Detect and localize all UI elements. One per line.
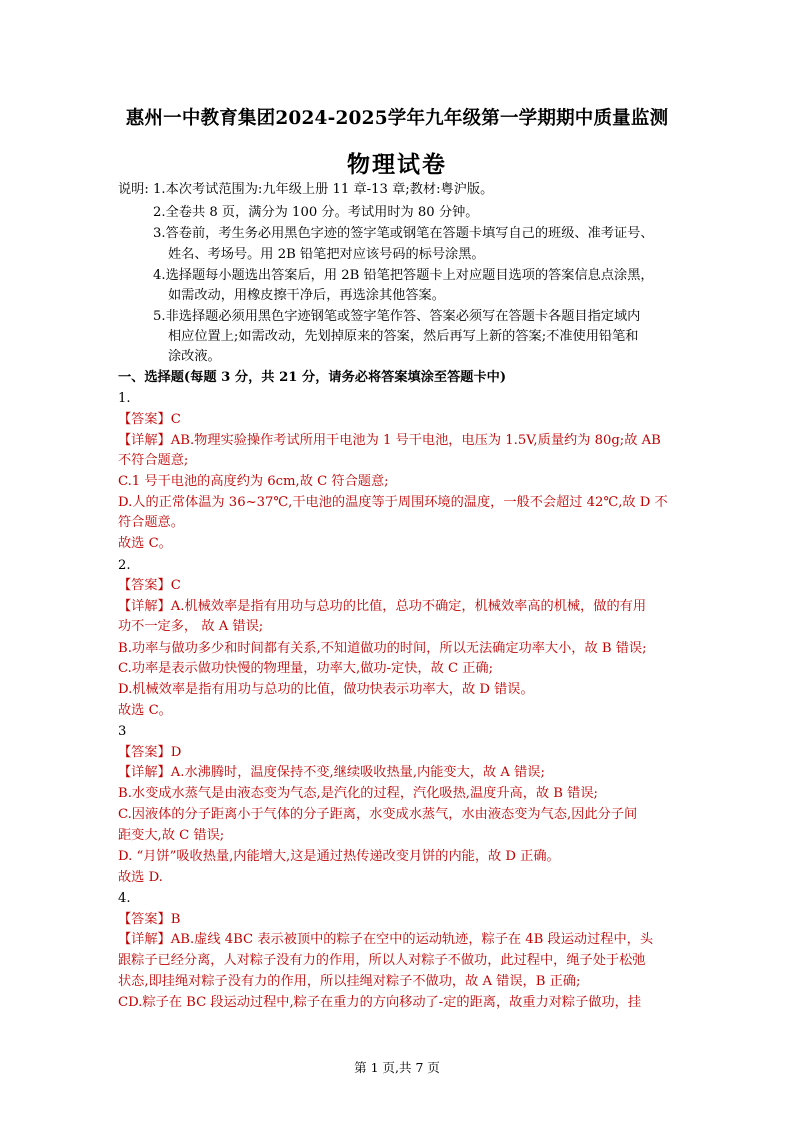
explanation-line: 【详解】AB.物理实验操作考试所用干电池为 1 号干电池，电压为 1.5V,质量约为 80g;故 AB [118, 433, 661, 448]
instruction-line: 相应位置上;如需改动，先划掉原来的答案，然后再写上新的答案;不准使用铅笔和 [168, 329, 639, 344]
explanation-line: C.因液体的分子距离小于气体的分子距离，水变成水蒸气，水由液态变为气态,因此分子间 [118, 807, 638, 822]
explanation-line: 【详解】AB.虚线 4BC 表示被顶中的粽子在空中的运动轨迹，粽子在 4B 段运动过程中，头 [118, 932, 654, 947]
explanation-line: B.水变成水蒸气是由液态变为气态,是汽化的过程，汽化吸热,温度升高，故 B 错误; [118, 786, 598, 801]
explanation-line: 不符合题意; [118, 453, 189, 468]
page-footer: 第 1 页,共 7 页 [354, 1060, 440, 1075]
question-number: 2. [118, 558, 131, 573]
instruction-line: 4.选择题每小题选出答案后，用 2B 铅笔把答题卡上对应题目选项的答案信息点涂黑， [153, 268, 654, 283]
explanation-line: B.功率与做功多少和时间都有关系,不知道做功的时间，所以无法确定功率大小，故 B 错误; [118, 641, 647, 656]
explanation-line: 距变大,故 C 错误; [118, 828, 225, 843]
answer-line: 【答案】D [118, 745, 182, 760]
explanation-line: D.机械效率是指有用功与总功的比值，做功快表示功率大，故 D 错误。 [118, 682, 534, 697]
instruction-line: 姓名、考场号。用 2B 铅笔把对应该号码的标号涂黑。 [168, 247, 485, 262]
explanation-line: 【详解】A.机械效率是指有用功与总功的比值，总功不确定，机械效率高的机械，做的有用 [118, 599, 647, 614]
question-number: 1. [118, 391, 131, 406]
instruction-line: 2.全卷共 8 页，满分为 100 分。考试用时为 80 分钟。 [153, 205, 479, 220]
answer-line: 【答案】C [118, 578, 181, 593]
instruction-line: 5.非选择题必须用黑色字迹钢笔或签字笔作答、答案必须写在答题卡各题目指定域内 [153, 309, 641, 324]
conclusion-line: 故选 C。 [118, 703, 172, 718]
explanation-line: C.功率是表示做功快慢的物理量，功率大,做功-定快，故 C 正确; [118, 661, 494, 676]
explanation-line: D.人的正常体温为 36~37℃,干电池的温度等于周围环境的温度，一般不会超过 42℃,故 D 不 [118, 495, 668, 510]
explanation-line: 【详解】A.水沸腾时，温度保持不变,继续吸收热量,内能变大，故 A 错误; [118, 765, 545, 780]
instruction-line: 说明: 1.本次考试范围为:九年级上册 11 章-13 章;教材:粤沪版。 [118, 182, 494, 197]
explanation-line: 功不一定多， 故 A 错误; [118, 619, 264, 634]
explanation-line: 跟粽子已经分离，人对粽子没有力的作用，所以人对粽子不做功，此过程中，绳子处于松弛 [118, 953, 646, 968]
conclusion-line: 故选 C。 [118, 536, 172, 551]
explanation-line: C.1 号干电池的高度约为 6cm,故 C 符合题意; [118, 474, 389, 489]
explanation-line: CD.粽子在 BC 段运动过程中,粽子在重力的方向移动了-定的距离，故重力对粽子做功，挂 [118, 995, 642, 1010]
answer-line: 【答案】B [118, 912, 181, 927]
section-title: 一、选择题(每题 3 分，共 21 分，请务必将答案填涂至答题卡中) [118, 370, 507, 385]
exam-subject-title: 物理试卷 [347, 151, 447, 178]
conclusion-line: 故选 D. [118, 870, 163, 885]
explanation-line: D. “月饼”吸收热量,内能增大,这是通过热传递改变月饼的内能，故 D 正确。 [118, 849, 560, 864]
explanation-line: 符合题意。 [118, 515, 184, 530]
question-number: 3 [118, 724, 127, 739]
instruction-line: 如需改动，用橡皮擦干净后，再选涂其他答案。 [168, 288, 445, 303]
explanation-line: 状态,即挂绳对粽子没有力的作用，所以挂绳对粽子不做功，故 A 错误，B 正确; [118, 974, 581, 989]
exam-header-title: 惠州一中教育集团2024-2025学年九年级第一学期期中质量监测 [125, 108, 669, 129]
instruction-line: 3.答卷前，考生务必用黑色字迹的签字笔或钢笔在答题卡填写自己的班级、准考证号、 [153, 226, 654, 241]
question-number: 4. [118, 891, 131, 906]
instruction-line: 涂改液。 [168, 349, 221, 364]
answer-line: 【答案】C [118, 412, 181, 427]
